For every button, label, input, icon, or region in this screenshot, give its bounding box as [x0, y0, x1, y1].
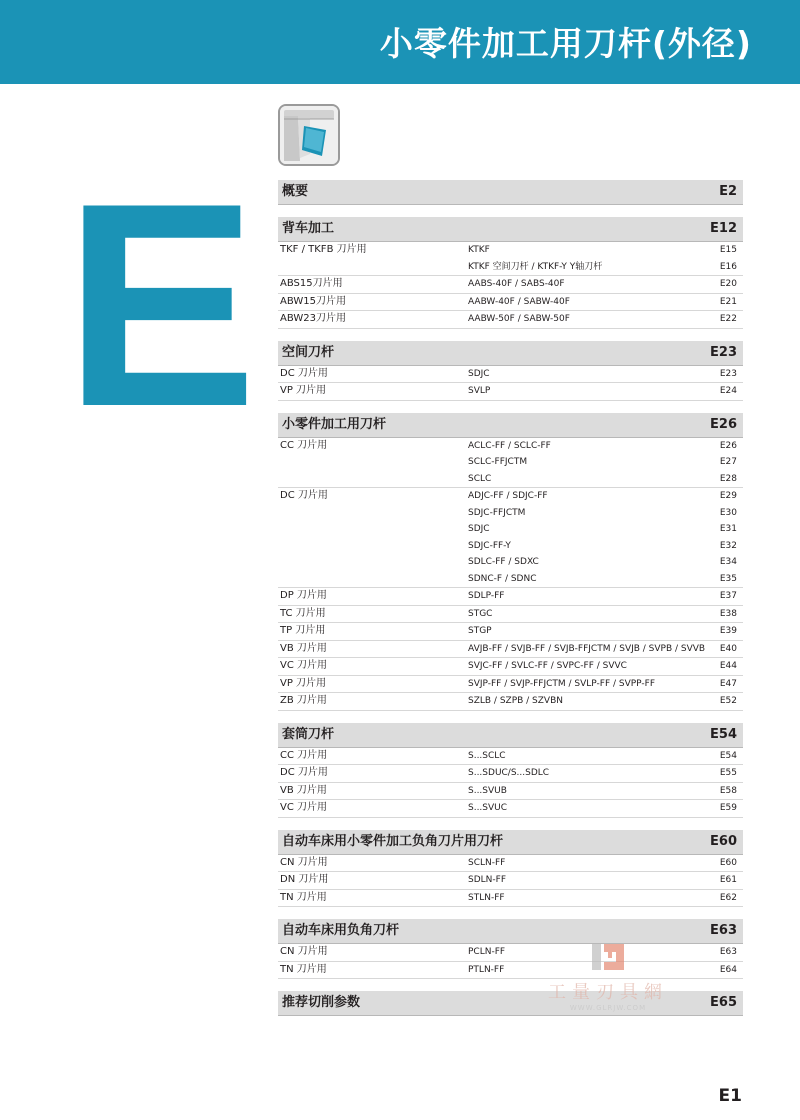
section-page: E23	[710, 344, 737, 360]
holder-model: S...SVUC	[468, 803, 508, 813]
watermark-logo-icon	[590, 942, 626, 974]
insert-type-label: VB 刀片用	[280, 784, 327, 796]
toc-row[interactable]	[278, 438, 743, 455]
toc-section	[278, 991, 743, 1016]
page-ref: E62	[719, 892, 737, 903]
holder-model: SCLC-FFJCTM	[468, 457, 528, 467]
page-ref: E38	[719, 608, 737, 619]
section-page: E12	[710, 221, 737, 236]
page-ref: E16	[719, 261, 737, 272]
section-title: 套筒刀杆	[282, 726, 335, 742]
holder-model: SDLC-FF / SDXC	[468, 557, 539, 567]
holder-model: SVLP	[468, 386, 491, 396]
page-ref: E30	[719, 507, 737, 518]
section-header[interactable]	[278, 341, 743, 366]
holder-model: STGC	[468, 608, 493, 619]
toc-section	[278, 341, 743, 401]
toc-row[interactable]	[278, 383, 743, 401]
page-ref: E32	[719, 540, 737, 551]
section-title: 小零件加工用刀杆	[282, 416, 387, 432]
page-ref: E40	[719, 643, 737, 654]
page-ref: E27	[719, 457, 737, 467]
holder-model: SZLB / SZPB / SZVBN	[468, 696, 563, 706]
section-letter: E	[64, 143, 258, 467]
page-ref: E15	[719, 245, 737, 255]
insert-type-label: TKF / TKFB 刀片用	[280, 244, 367, 255]
insert-type-label: DC 刀片用	[280, 767, 328, 778]
holder-model: S...SDUC/S...SDLC	[468, 768, 550, 778]
page-ref: E60	[719, 857, 737, 868]
page-ref: E55	[719, 768, 737, 778]
page-ref: E37	[719, 591, 737, 601]
toc-row[interactable]	[278, 554, 743, 571]
watermark	[548, 942, 668, 1014]
holder-model: SDNC-F / SDNC	[468, 573, 537, 584]
toc-row[interactable]	[278, 658, 743, 676]
holder-model: STLN-FF	[468, 892, 505, 903]
section-title: 概要	[282, 184, 309, 199]
page-ref: E61	[719, 875, 737, 885]
page-ref: E58	[719, 785, 737, 796]
holder-model: SDJC	[468, 368, 490, 379]
page-ref: E29	[719, 491, 737, 501]
section-header[interactable]	[278, 830, 743, 855]
section-header[interactable]	[278, 991, 743, 1016]
watermark-text: 工量刃具網	[548, 982, 668, 1003]
page-title: 小零件加工用刀杆(外径)	[379, 24, 752, 63]
section-header[interactable]	[278, 217, 743, 242]
insert-type-label: ZB 刀片用	[280, 695, 327, 706]
section-header[interactable]	[278, 919, 743, 944]
toc-row[interactable]	[278, 311, 743, 329]
holder-model: AABW-40F / SABW-40F	[468, 296, 570, 307]
insert-type-label: ABS15刀片用	[280, 278, 343, 289]
holder-model: PCLN-FF	[468, 947, 506, 957]
insert-type-label: DP 刀片用	[280, 590, 327, 601]
toolholder-insert-icon	[278, 104, 340, 166]
section-title: 空间刀杆	[282, 344, 335, 360]
insert-type-label: TN 刀片用	[280, 963, 327, 975]
holder-model: SDLN-FF	[468, 875, 506, 885]
toc-row[interactable]	[278, 641, 743, 659]
insert-type-label: VC 刀片用	[280, 660, 328, 671]
insert-type-label: ABW23刀片用	[280, 313, 346, 324]
section-page: E60	[710, 833, 737, 849]
header-banner	[0, 0, 800, 84]
toc-row[interactable]	[278, 783, 743, 801]
section-page: E65	[710, 995, 737, 1010]
section-page: E54	[710, 726, 737, 742]
toc-row[interactable]	[278, 366, 743, 384]
page-ref: E63	[719, 947, 737, 957]
holder-model: AABS-40F / SABS-40F	[468, 279, 565, 289]
page-ref: E22	[719, 314, 737, 324]
page-number: E1	[718, 1086, 742, 1106]
toc-row[interactable]	[278, 890, 743, 908]
toc-row[interactable]	[278, 538, 743, 555]
toc-row[interactable]	[278, 855, 743, 873]
section-header[interactable]	[278, 723, 743, 748]
holder-model: SCLN-FF	[468, 857, 506, 868]
page-ref: E34	[719, 557, 737, 567]
insert-type-label: TC 刀片用	[280, 607, 326, 619]
watermark-url: WWW.GLRJW.COM	[569, 1004, 647, 1012]
holder-model: S...SCLC	[468, 750, 506, 761]
page-ref: E26	[719, 440, 737, 451]
section-title: 背车加工	[282, 221, 335, 236]
toc-section	[278, 413, 743, 711]
insert-type-label: DC 刀片用	[280, 490, 328, 501]
page-ref: E54	[719, 750, 737, 761]
toc-row[interactable]	[278, 571, 743, 589]
page-ref: E47	[719, 678, 737, 689]
holder-model: SVJP-FF / SVJP-FFJCTM / SVLP-FF / SVPP-FF	[468, 678, 656, 689]
toc-row[interactable]	[278, 800, 743, 818]
page-ref: E52	[719, 696, 737, 706]
holder-model: ACLC-FF / SCLC-FF	[468, 440, 551, 451]
toc-row[interactable]	[278, 676, 743, 694]
holder-model: SDJC-FF-Y	[468, 540, 511, 551]
holder-model: KTKF	[468, 245, 490, 255]
section-page: E2	[719, 184, 737, 199]
page-ref: E21	[719, 296, 737, 307]
insert-type-label: CN 刀片用	[280, 856, 328, 868]
holder-model: S...SVUB	[468, 785, 507, 796]
page-ref: E35	[719, 573, 737, 584]
insert-type-label: VC 刀片用	[280, 802, 328, 813]
holder-model: PTLN-FF	[468, 964, 505, 975]
toc-section	[278, 217, 743, 329]
insert-type-label: DN 刀片用	[280, 874, 329, 885]
toc-row[interactable]	[278, 944, 743, 962]
holder-model: SDLP-FF	[468, 591, 505, 601]
holder-model: KTKF 空间刀杆 / KTKF-Y Y轴刀杆	[468, 261, 603, 272]
toc-row[interactable]	[278, 623, 743, 641]
section-header[interactable]	[278, 180, 743, 205]
insert-type-label: VP 刀片用	[280, 677, 327, 689]
toc-section	[278, 830, 743, 908]
toc-row[interactable]	[278, 259, 743, 277]
insert-type-label: TP 刀片用	[280, 625, 326, 636]
insert-type-label: TN 刀片用	[280, 891, 327, 903]
toc-section	[278, 919, 743, 979]
toc-row[interactable]	[278, 962, 743, 980]
section-title: 推荐切削参数	[282, 995, 361, 1010]
toc-row[interactable]	[278, 454, 743, 471]
insert-type-label: VB 刀片用	[280, 642, 327, 654]
toc-row[interactable]	[278, 748, 743, 766]
page-ref: E23	[719, 368, 737, 379]
page-ref: E59	[719, 803, 737, 813]
holder-model: SVJC-FF / SVLC-FF / SVPC-FF / SVVC	[468, 661, 627, 671]
toc-row[interactable]	[278, 521, 743, 538]
toc-row[interactable]	[278, 693, 743, 711]
holder-model: SDJC	[468, 524, 490, 534]
holder-model: AVJB-FF / SVJB-FF / SVJB-FFJCTM / SVJB / SVPB / SVVB	[468, 643, 706, 654]
page-ref: E31	[719, 524, 737, 534]
toc-row[interactable]	[278, 505, 743, 522]
insert-type-label: ABW15刀片用	[280, 295, 346, 307]
toc-row[interactable]	[278, 765, 743, 783]
insert-type-label: VP 刀片用	[280, 385, 327, 396]
toc-section	[278, 723, 743, 818]
section-page: E63	[710, 923, 737, 938]
page-ref: E39	[719, 626, 737, 636]
toc-row[interactable]	[278, 872, 743, 890]
insert-type-label: CC 刀片用	[280, 749, 328, 761]
toc-row[interactable]	[278, 588, 743, 606]
page-ref: E24	[719, 386, 737, 396]
section-title: 自动车床用小零件加工负角刀片用刀杆	[282, 833, 504, 849]
insert-type-label: CN 刀片用	[280, 946, 328, 957]
page-ref: E64	[719, 964, 737, 975]
holder-model: ADJC-FF / SDJC-FF	[468, 491, 548, 501]
toc-row[interactable]	[278, 488, 743, 505]
table-of-contents	[278, 180, 743, 1028]
toc-row[interactable]	[278, 242, 743, 259]
insert-type-label: CC 刀片用	[280, 439, 328, 451]
page-ref: E44	[719, 661, 737, 671]
page-ref: E20	[719, 279, 737, 289]
toc-section	[278, 180, 743, 205]
page-ref: E28	[719, 473, 737, 484]
toc-row[interactable]	[278, 276, 743, 294]
insert-type-label: DC 刀片用	[280, 367, 328, 379]
toc-row[interactable]	[278, 294, 743, 312]
section-title: 自动车床用负角刀杆	[282, 923, 400, 938]
holder-model: AABW-50F / SABW-50F	[468, 314, 570, 324]
toc-row[interactable]	[278, 471, 743, 489]
section-header[interactable]	[278, 413, 743, 438]
holder-model: SCLC	[468, 473, 492, 484]
toc-row[interactable]	[278, 606, 743, 624]
holder-model: SDJC-FFJCTM	[468, 507, 526, 518]
section-page: E26	[710, 416, 737, 432]
holder-model: STGP	[468, 626, 492, 636]
